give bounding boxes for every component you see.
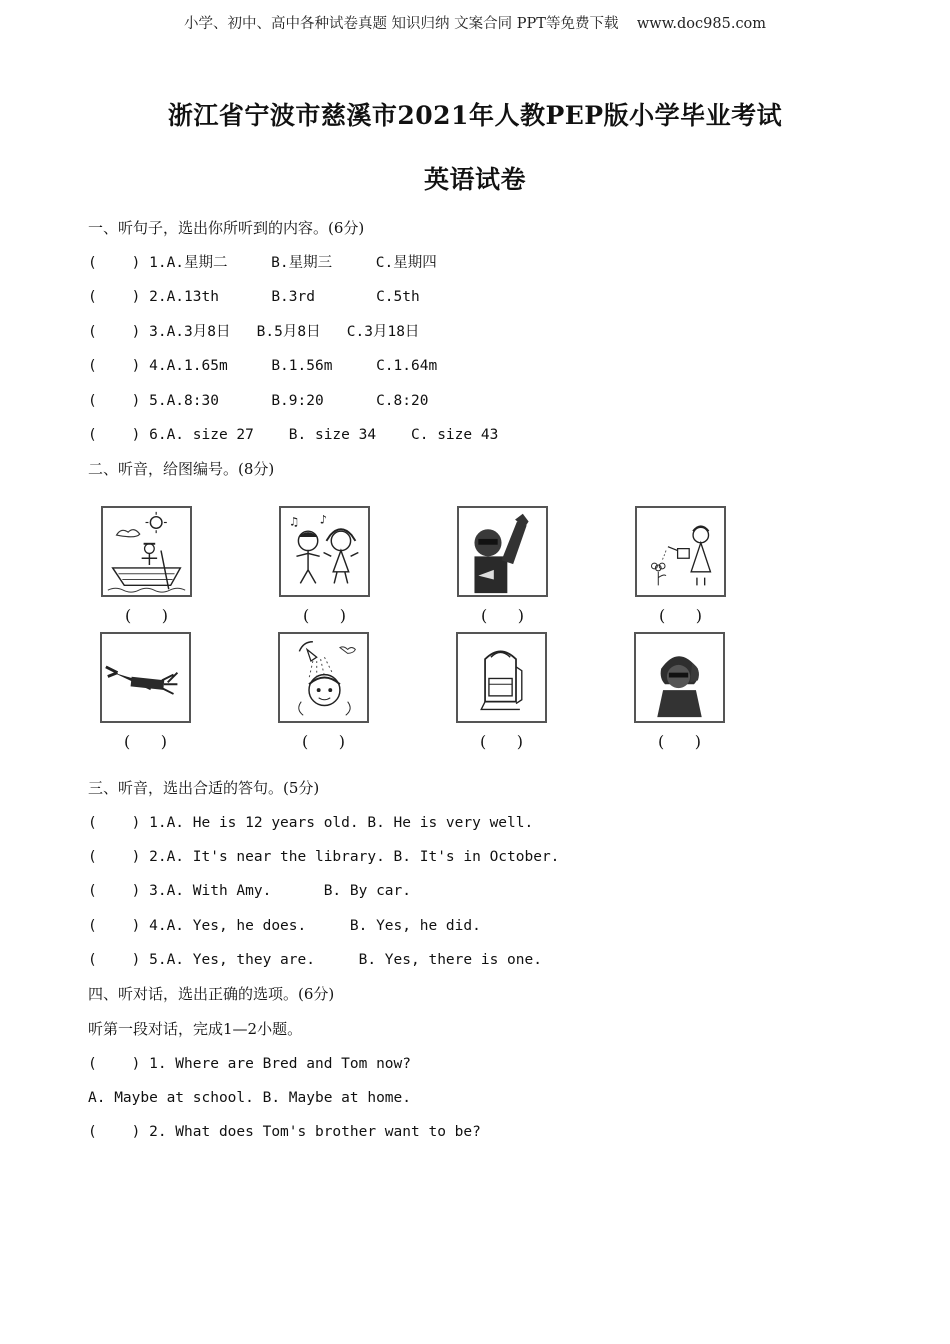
- section1-question: ( ) 3.A.3月8日 B.5月8日 C.3月18日: [88, 324, 420, 340]
- dancing-kids-icon: [279, 506, 370, 597]
- section4-question: ( ) 2. What does Tom's brother want to be?: [88, 1124, 481, 1140]
- answer-blank[interactable]: ( ): [303, 606, 346, 625]
- svg-text:♫: ♫: [288, 514, 300, 529]
- boy-shower-icon: [278, 632, 369, 723]
- answer-blank[interactable]: ( ): [481, 606, 524, 625]
- answer-blank[interactable]: ( ): [125, 606, 168, 625]
- section4-intro: 听第一段对话，完成1—2小题。: [88, 1020, 303, 1038]
- man-waving-icon: [457, 506, 548, 597]
- section3-question: ( ) 2.A. It's near the library. B. It's in October.: [88, 849, 560, 865]
- section1-question: ( ) 1.A.星期二 B.星期三 C.星期四: [88, 255, 437, 271]
- section4-options: A. Maybe at school. B. Maybe at home.: [88, 1090, 412, 1106]
- section3-question: ( ) 4.A. Yes, he does. B. Yes, he did.: [88, 918, 481, 934]
- section1-heading: 一、听句子，选出你所听到的内容。(6分): [88, 219, 365, 237]
- answer-blank[interactable]: ( ): [658, 732, 701, 751]
- girl-watering-flower-icon: [635, 506, 726, 597]
- exam-title: 浙江省宁波市慈溪市2021年人教PEP版小学毕业考试: [167, 101, 783, 130]
- section3-question: ( ) 3.A. With Amy. B. By car.: [88, 883, 412, 899]
- svg-text:♪: ♪: [319, 512, 328, 527]
- answer-blank[interactable]: ( ): [124, 732, 167, 751]
- section3-heading: 三、听音，选出合适的答句。(5分): [88, 779, 320, 797]
- exam-subtitle: 英语试卷: [423, 165, 526, 194]
- backpack-icon: [456, 632, 547, 723]
- boat-sun-icon: [101, 506, 192, 597]
- section4-heading: 四、听对话，选出正确的选项。(6分): [88, 985, 335, 1003]
- section2-heading: 二、听音，给图编号。(8分): [88, 460, 275, 478]
- section1-question: ( ) 4.A.1.65m B.1.56m C.1.64m: [88, 358, 438, 374]
- answer-blank[interactable]: ( ): [659, 606, 702, 625]
- answer-blank[interactable]: ( ): [480, 732, 523, 751]
- section1-question: ( ) 2.A.13th B.3rd C.5th: [88, 289, 420, 305]
- section3-question: ( ) 5.A. Yes, they are. B. Yes, there is one.: [88, 952, 542, 968]
- section4-question: ( ) 1. Where are Bred and Tom now?: [88, 1056, 412, 1072]
- girl-thinking-icon: [634, 632, 725, 723]
- site-header-banner: 小学、初中、高中各种试卷真题 知识归纳 文案合同 PPT等免费下载 www.doc985.com: [183, 16, 767, 32]
- answer-blank[interactable]: ( ): [302, 732, 345, 751]
- section3-question: ( ) 1.A. He is 12 years old. B. He is very well.: [88, 815, 534, 831]
- section1-question: ( ) 6.A. size 27 B. size 34 C. size 43: [88, 427, 499, 443]
- carrot-icon: [100, 632, 191, 723]
- section1-question: ( ) 5.A.8:30 B.9:20 C.8:20: [88, 393, 429, 409]
